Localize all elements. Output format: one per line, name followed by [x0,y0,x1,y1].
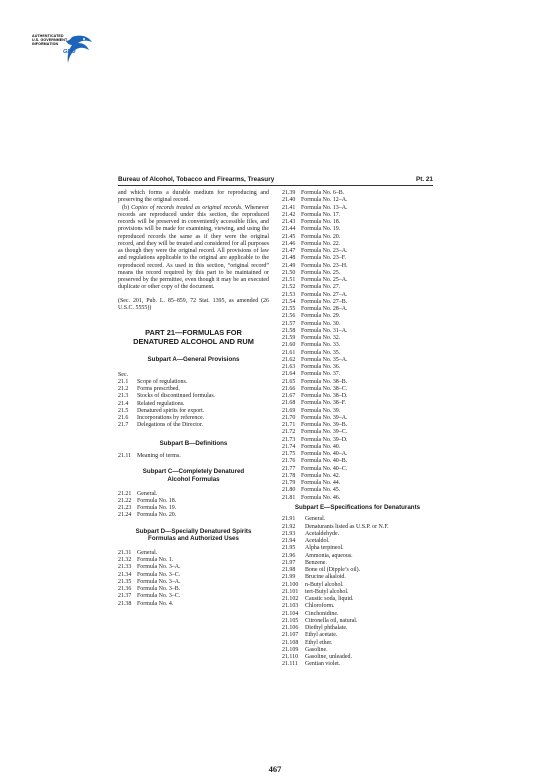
section-title: Ethyl ether. [305,639,333,646]
section-title: Formula No. 13–A. [301,204,348,211]
section-number: 21.22 [118,497,132,504]
section-entry [282,466,433,473]
section-number: 21.57 [282,320,296,327]
section-number: 21.74 [282,443,296,450]
section-entry [118,579,269,586]
section-entry [118,593,269,600]
section-title: Formula No. 37. [301,371,341,378]
section-number: 21.38 [118,600,132,607]
section-entry [118,601,269,608]
section-entry [282,632,433,639]
section-entry [282,458,433,465]
section-entry [282,647,433,654]
section-entry [118,393,269,400]
section-entry [118,453,269,460]
section-title: Formula No. 38–B. [301,378,348,385]
section-title: Gasoline. [305,646,328,653]
section-entry [282,400,433,407]
section-title: Formula No. 39–C. [301,429,348,436]
section-title: Meaning of terms. [137,453,181,460]
section-number: 21.59 [282,335,296,341]
section-number: 21.39 [282,190,296,196]
subpart-d-list [118,550,269,608]
section-entry [282,226,433,233]
section-entry [282,603,433,610]
section-entry [282,292,433,299]
section-entry [282,451,433,458]
section-entry [282,205,433,212]
section-entry [282,393,433,400]
section-title: Formula No. 44. [301,480,341,486]
section-number: 21.107 [282,632,299,639]
section-number: 21.6 [118,415,129,422]
section-entry [282,661,433,668]
gpo-authenticated-logo [32,33,94,69]
section-number: 21.55 [282,306,296,312]
section-title: Formula No. 3–A. [137,578,181,585]
section-title: Formula No. 38–F. [301,400,347,407]
section-title: Formula No. 39–B. [301,422,348,428]
section-title: Formula No. 46. [301,494,341,501]
section-title: Formula No. 45. [301,487,341,494]
section-number: 21.61 [282,349,296,356]
section-entry [118,401,269,408]
subpart-a-heading: Subpart A—General Provisions [147,356,240,363]
section-number: 21.106 [282,625,299,632]
section-title: Formula No. 39. [301,407,341,414]
section-number: 21.3 [118,393,129,400]
logo-line-3: INFORMATION [32,42,59,47]
section-entry [118,572,269,579]
section-entry [118,557,269,564]
section-title: Formula No. 27–B. [301,298,348,305]
section-entry [118,491,269,498]
section-title: Formula No. 33. [301,342,341,349]
section-entry [282,618,433,625]
section-number: 21.35 [118,578,132,585]
subpart-b-list [118,453,269,460]
section-entry [282,473,433,480]
section-number: 21.45 [282,233,296,240]
section-entry [282,654,433,661]
section-title: Formula No. 29. [301,313,341,320]
section-title: Formula No. 3–A. [137,564,181,571]
section-number: 21.11 [118,453,132,460]
section-number: 21.21 [118,490,132,497]
section-number: 21.51 [282,277,296,283]
section-number: 21.111 [282,661,298,668]
section-title: Formula No. 27. [301,284,341,291]
section-entry [282,429,433,436]
section-title: Formula No. 19. [301,226,341,233]
section-title: Forms prescribed. [137,386,180,393]
logo-line-1: AUTHENTICATED [32,34,64,38]
page-number: 467 [268,764,282,774]
section-entry [282,386,433,393]
section-entry [282,255,433,262]
section-entry [282,567,433,574]
section-entry [282,357,433,364]
section-title: Chloroform. [305,603,335,610]
section-title: Acetaldol. [305,538,330,545]
subpart-c-heading [118,468,269,483]
section-number: 21.92 [282,523,296,530]
logo-line-2: U.S. GOVERNMENT [32,38,68,43]
section-number: 21.66 [282,385,296,392]
section-number: 21.69 [282,407,296,414]
section-entry [282,487,433,494]
section-title: General. [305,516,326,523]
section-title: Formula No. 12–A. [301,197,348,204]
subpart-e-list [282,516,433,668]
section-number: 21.63 [282,364,296,370]
section-title: Delegations of the Director. [137,422,203,429]
section-entry [282,350,433,357]
section-entry [282,582,433,589]
section-title: Formula No. 3–C. [137,593,181,600]
part-header: Pt. 21 [415,176,433,183]
section-title: Formula No. 23–A. [301,248,348,254]
section-title: Cinchonidine. [305,610,339,617]
section-entry [282,284,433,291]
formula-list [282,190,433,502]
header-rule [118,185,433,186]
section-entry [118,586,269,593]
section-number: 21.77 [282,465,296,472]
section-entry [282,241,433,248]
section-title: Stocks of discontinued formulas. [137,393,216,400]
section-title: Formula No. 18. [137,497,177,504]
section-number: 21.72 [282,429,296,436]
section-entry [282,219,433,226]
agency-header: Bureau of Alcohol, Tobacco and Firearms, Treasury [118,176,275,183]
section-title: Diethyl phthalate. [305,625,348,632]
section-number: 21.75 [282,451,296,457]
section-entry [282,560,433,567]
section-number: 21.99 [282,574,296,581]
subpart-c-list [118,491,269,520]
section-number: 21.95 [282,545,296,552]
section-number: 21.105 [282,617,299,624]
section-number: 21.98 [282,567,296,574]
section-entry [282,313,433,320]
section-number: 21.1 [118,378,129,385]
section-title: Citronella oil, natural. [305,617,358,624]
section-entry [282,611,433,618]
section-number: 21.32 [118,557,132,564]
section-number: 21.78 [282,472,296,479]
section-title: Formula No. 20. [137,512,177,519]
section-title: Alpha terpineol. [305,545,344,552]
section-title: Formula No. 25–A. [301,277,348,283]
section-number: 21.58 [282,327,296,334]
part-title [118,328,269,346]
section-number: 21.76 [282,458,296,465]
section-title: General. [137,490,158,497]
sec-label: Sec. [118,371,129,378]
section-title: Formula No. 38–C. [301,385,348,392]
section-entry [282,538,433,545]
subpart-d-heading-line-1: Subpart D—Specially Denatured Spirits [135,527,252,535]
section-entry [282,248,433,255]
section-number: 21.96 [282,552,296,559]
section-title: Formula No. 35. [301,349,341,356]
section-title: Formula No. 3–C. [137,571,181,578]
section-entry [282,270,433,277]
section-title: Denaturants listed as U.S.P. or N.F. [305,523,389,530]
section-number: 21.54 [282,298,296,305]
section-title: Formula No. 27–A. [301,291,348,298]
section-number: 21.52 [282,284,296,291]
section-title: Formula No. 23–F. [301,255,347,262]
section-entry [282,444,433,451]
section-number: 21.48 [282,255,296,262]
section-title: Gentian violet. [305,661,341,668]
section-number: 21.110 [282,654,299,661]
section-title: Brucine alkaloid. [305,574,346,581]
section-entry [282,625,433,632]
section-entry [282,212,433,219]
authority-citation: (Sec. 201, Pub. L. 85–859, 72 Stat. 1395, as amended (26 U.S.C. 5555)) [118,297,269,311]
section-number: 21.100 [282,581,299,588]
section-number: 21.23 [118,505,132,512]
section-number: 21.60 [282,342,296,349]
section-number: 21.93 [282,530,296,537]
section-title: Caustic soda, liquid. [305,596,354,603]
section-entry [118,564,269,571]
section-entry [118,505,269,512]
section-number: 21.65 [282,378,296,385]
section-entry [282,328,433,335]
section-number: 21.81 [282,494,296,501]
subpart-c-heading-line-2: Alcohol Formulas [167,476,220,484]
section-number: 21.5 [118,407,129,414]
section-title: Formula No. 40–C. [301,465,348,472]
section-title: Formula No. 6–B. [301,190,345,196]
section-number: 21.79 [282,480,296,486]
section-number: 21.101 [282,588,299,595]
section-number: 21.73 [282,436,296,443]
section-number: 21.49 [282,262,296,269]
subpart-c-heading-line-1: Subpart C—Completely Denatured [142,468,245,476]
section-number: 21.70 [282,414,296,421]
section-entry [282,574,433,581]
section-entry [282,342,433,349]
section-entry [282,524,433,531]
section-title: Formula No. 20. [301,233,341,240]
section-title: n-Butyl alcohol. [305,581,344,588]
section-number: 21.68 [282,400,296,407]
section-title: Acetaldehyde. [305,530,340,537]
section-entry [282,234,433,241]
section-title: Formula No. 31–A. [301,327,348,334]
section-entry [282,379,433,386]
paragraph-b [118,205,269,292]
section-entry [118,550,269,557]
section-entry [282,306,433,313]
section-title: Related regulations. [137,400,185,407]
section-title: Ammonia, aqueous. [305,552,353,559]
section-number: 21.47 [282,248,296,254]
paragraph-b-lead: (b) [122,204,130,211]
section-title: Formula No. 42. [301,472,341,479]
section-title: Formula No. 40. [301,443,341,450]
section-title: General. [137,549,158,556]
section-title: Formula No. 4. [137,600,174,607]
section-number: 21.24 [118,512,132,519]
section-title: Formula No. 3–B. [137,586,181,593]
section-number: 21.109 [282,646,299,653]
section-entry [118,422,269,429]
part-title-line-1: PART 21—FORMULAS FOR [145,328,242,337]
section-number: 21.44 [282,226,296,233]
section-number: 21.53 [282,291,296,298]
section-number: 21.64 [282,371,296,378]
subpart-e-heading: Subpart E—Specifications for Denaturants [294,503,421,511]
section-title: Scope of regulations. [137,378,188,385]
section-title: Formula No. 36. [301,364,341,370]
section-number: 21.33 [118,564,132,571]
section-number: 21.94 [282,538,296,545]
section-number: 21.56 [282,313,296,320]
section-entry [282,263,433,270]
section-number: 21.103 [282,603,299,610]
subpart-d-heading-line-2: Formulas and Authorized Uses [148,535,239,543]
section-title: Formula No. 30. [301,320,341,327]
section-entry [282,408,433,415]
section-entry [282,277,433,284]
section-title: Ethyl acetate. [305,632,338,639]
section-number: 21.7 [118,422,129,429]
section-entry [282,190,433,197]
subpart-b-heading: Subpart B—Definitions [159,439,228,447]
subpart-a-list [118,379,269,430]
paragraph-b-body: Whenever records are reproduced under this section, the reproduced records will be preserved in conveniently accessible files, and provisions will be made for examining, viewing, and using the reproduced records the same as if they were the original record, and they will be treated and considered for all purposes as though they were the original record. All provisions of law and regulations applicable to the original are applicable to the reproduced record. As used in this section, “original record” means the record required by this part to be maintained or preserved by the permittee, even though it may be an executed duplicate or other copy of the document. [118,204,270,291]
section-entry [118,408,269,415]
section-title: Formula No. 28–A. [301,306,348,312]
section-number: 21.37 [118,593,132,600]
section-title: Formula No. 22. [301,240,341,247]
section-title: Formula No. 39–D. [301,436,348,443]
section-entry [118,512,269,519]
section-number: 21.102 [282,596,299,603]
section-title: Formula No. 38–D. [301,393,348,399]
section-title: Incorporations by reference. [137,415,205,422]
part-title-line-2: DENATURED ALCOHOL AND RUM [133,337,254,346]
left-column [118,190,269,608]
section-entry [282,516,433,523]
section-title: Formula No. 39–A. [301,414,348,421]
section-number: 21.104 [282,610,299,617]
section-number: 21.40 [282,197,296,204]
section-title: Formula No. 40–A. [301,451,348,457]
section-number: 21.67 [282,393,296,399]
section-number: 21.36 [118,586,132,593]
section-number: 21.80 [282,487,296,494]
section-entry [282,197,433,204]
section-number: 21.62 [282,356,296,363]
section-title: Denatured spirits for export. [137,407,205,414]
section-number: 21.2 [118,386,129,393]
section-number: 21.50 [282,269,296,276]
section-number: 21.91 [282,516,296,523]
section-entry [282,299,433,306]
section-title: Gasoline, unleaded. [305,654,352,661]
section-number: 21.34 [118,571,132,578]
paragraph-continuation: and which forms a durable medium for reproducing and preserving the original record. [118,190,269,204]
paragraph-b-heading: Copies of records treated as original records. [131,204,243,211]
section-entry [282,422,433,429]
section-number: 21.71 [282,422,296,428]
section-entry [282,545,433,552]
section-title: Benzene. [305,559,327,566]
section-number: 21.41 [282,204,296,211]
section-number: 21.43 [282,219,296,225]
section-title: Formula No. 32. [301,335,341,341]
section-entry [282,640,433,647]
section-entry [282,589,433,596]
section-entry [118,498,269,505]
subpart-d-heading [118,528,269,543]
section-entry [282,364,433,371]
section-entry [282,335,433,342]
section-title: tert-Butyl alcohol. [305,588,349,595]
right-column [282,190,433,669]
section-number: 21.42 [282,211,296,218]
section-title: Formula No. 1. [137,557,174,564]
section-title: Formula No. 18. [301,219,341,225]
section-number: 21.31 [118,549,132,556]
section-title: Formula No. 35–A. [301,356,348,363]
gpo-mark: GPO [63,49,76,55]
section-title: Formula No. 23–H. [301,262,348,269]
section-number: 21.46 [282,240,296,247]
section-title: Formula No. 17. [301,211,341,218]
section-entry [282,495,433,502]
section-title: Formula No. 40–B. [301,458,348,465]
section-title: Formula No. 19. [137,505,177,512]
section-title: Formula No. 25. [301,269,341,276]
section-entry [282,553,433,560]
section-number: 21.108 [282,639,299,646]
section-entry [282,415,433,422]
section-title: Bone oil (Dipple’s oil). [305,567,361,574]
section-entry [282,437,433,444]
section-number: 21.4 [118,400,129,407]
section-entry [282,321,433,328]
section-entry [118,379,269,386]
section-number: 21.97 [282,559,296,566]
section-entry [282,531,433,538]
section-entry [282,371,433,378]
section-entry [282,480,433,487]
